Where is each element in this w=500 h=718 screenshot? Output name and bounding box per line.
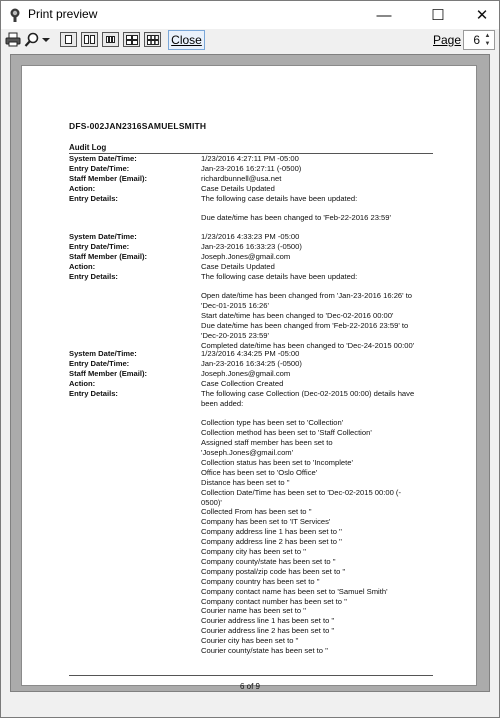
toolbar xyxy=(1,29,499,51)
field-label-system-date: System Date/Time: xyxy=(69,154,137,163)
entry-detail-line: Office has been set to 'Oslo Office' xyxy=(201,467,318,477)
section-title: Audit Log xyxy=(69,143,107,152)
field-label-system-date: System Date/Time: xyxy=(69,232,137,241)
page-label: Page xyxy=(433,33,462,47)
field-label-action: Action: xyxy=(69,183,96,193)
field-label-action: Action: xyxy=(69,261,96,271)
entry-detail-line: Company contact number has been set to '' xyxy=(201,596,347,606)
entry-detail-line: Collection method has been set to 'Staff Collection' xyxy=(201,428,372,438)
preview-area[interactable] xyxy=(10,54,490,692)
field-value-action: Case Details Updated xyxy=(201,183,275,193)
entry-detail-line: Company address line 2 has been set to '' xyxy=(201,537,342,547)
field-label-entry-date: Entry Date/Time: xyxy=(69,163,130,173)
field-value-entry-date: Jan-23-2016 16:33:23 (-0500) xyxy=(201,241,302,251)
zoom-dropdown-arrow-icon[interactable] xyxy=(41,31,51,48)
field-value-entry-date: Jan-23-2016 16:34:25 (-0500) xyxy=(201,358,302,368)
entry-detail-line: Collection Date/Time has been set to 'Dec-02-2015 00:00 (- xyxy=(201,487,401,497)
zoom-icon[interactable] xyxy=(24,31,40,48)
field-label-entry-date: Entry Date/Time: xyxy=(69,358,130,368)
field-label-details: Entry Details: xyxy=(69,388,118,398)
entry-detail-line: 'Dec-01-2015 16:26' xyxy=(201,301,269,311)
entry-detail-line: 'Dec-20-2015 23:59' xyxy=(201,331,269,340)
entry-detail-line: been added: xyxy=(201,398,244,408)
title-bar[interactable] xyxy=(1,1,499,29)
entry-detail-line: Due date/time has been changed from 'Feb-22-2016 23:59' to xyxy=(201,321,409,331)
entry-detail-line: Courier address line 1 has been set to '' xyxy=(201,616,335,626)
case-id-heading: DFS-002JAN2316SAMUELSMITH xyxy=(69,121,207,131)
page-number-input[interactable] xyxy=(463,30,495,50)
entry-detail-line: Completed date/time has been changed to 'Dec-24-2015 00:00' xyxy=(201,340,415,350)
entry-detail-line: Courier address line 2 has been set to '' xyxy=(201,626,335,636)
field-value-entry-date: Jan-23-2016 16:27:11 (-0500) xyxy=(201,163,302,173)
field-value-action: Case Collection Created xyxy=(201,378,284,388)
field-label-staff: Staff Member (Email): xyxy=(69,173,148,183)
field-value-action: Case Details Updated xyxy=(201,261,275,271)
entry-detail-line: Collection type has been set to 'Collection' xyxy=(201,418,344,428)
page-spinner[interactable]: ▲ ▼ xyxy=(484,33,491,47)
three-page-view-icon[interactable] xyxy=(102,32,119,47)
entry-detail-line: Start date/time has been changed to 'Dec-02-2016 00:00' xyxy=(201,311,394,321)
entry-detail-line: Company postal/zip code has been set to '' xyxy=(201,566,346,576)
entry-detail-line: Company contact name has been set to 'Samuel Smith' xyxy=(201,586,388,596)
status-bar xyxy=(1,695,499,717)
entry-detail-line: Company county/state has been set to '' xyxy=(201,556,336,566)
field-label-staff: Staff Member (Email): xyxy=(69,251,148,261)
entry-detail-line: Assigned staff member has been set to xyxy=(201,438,333,448)
close-preview-button[interactable]: Close xyxy=(168,30,205,50)
field-value-system-date: 1/23/2016 4:34:25 PM -05:00 xyxy=(201,349,300,358)
entry-detail-line: Courier name has been set to '' xyxy=(201,606,307,616)
entry-detail-line: Collected From has been set to '' xyxy=(201,507,312,517)
field-value-staff: Joseph.Jones@gmail.com xyxy=(201,251,291,261)
field-label-staff: Staff Member (Email): xyxy=(69,368,148,378)
preview-page xyxy=(21,65,477,691)
entry-detail-line: The following case Collection (Dec-02-2015 00:00) details have xyxy=(201,388,415,398)
entry-detail-line: 0500)' xyxy=(201,497,222,507)
page-number-value: 6 xyxy=(473,33,480,47)
entry-detail-line: Due date/time has been changed to 'Feb-22-2016 23:59' xyxy=(201,213,391,223)
field-label-system-date: System Date/Time: xyxy=(69,349,137,358)
page-footer: 6 of 9 xyxy=(239,682,260,691)
entry-detail-line: The following case details have been updated: xyxy=(201,271,358,281)
entry-detail-line: Company has been set to 'IT Services' xyxy=(201,517,331,527)
field-label-action: Action: xyxy=(69,378,96,388)
maximize-button[interactable]: ☐ xyxy=(431,7,445,24)
six-page-view-icon[interactable] xyxy=(144,32,161,47)
entry-detail-line: Company address line 1 has been set to '' xyxy=(201,527,342,537)
entry-detail-line: Company country has been set to '' xyxy=(201,576,320,586)
app-icon xyxy=(9,8,21,22)
entry-detail-line: 'Joseph.Jones@gmail.com' xyxy=(201,448,294,457)
entry-detail-line: Courier county/state has been set to '' xyxy=(201,646,329,655)
entry-detail-line: The following case details have been updated: xyxy=(201,193,358,203)
field-value-system-date: 1/23/2016 4:33:23 PM -05:00 xyxy=(201,232,300,241)
entry-detail-line: Open date/time has been changed from 'Jan-23-2016 16:26' to xyxy=(201,291,413,301)
four-page-view-icon[interactable] xyxy=(123,32,140,47)
entry-detail-line: Courier city has been set to '' xyxy=(201,636,299,646)
two-page-view-icon[interactable] xyxy=(81,32,98,47)
minimize-button[interactable]: — xyxy=(376,6,392,24)
field-label-details: Entry Details: xyxy=(69,193,118,203)
entry-detail-line: Distance has been set to '' xyxy=(201,477,290,487)
entry-detail-line: Company city has been set to '' xyxy=(201,547,307,556)
entry-detail-line: Collection status has been set to 'Incomplete' xyxy=(201,457,353,467)
field-value-staff: richardbunnell@usa.net xyxy=(201,173,282,183)
field-value-system-date: 1/23/2016 4:27:11 PM -05:00 xyxy=(201,154,299,163)
close-window-button[interactable]: ✕ xyxy=(475,7,489,24)
one-page-view-icon[interactable] xyxy=(60,32,77,47)
window-title: Print preview xyxy=(28,7,98,21)
field-label-details: Entry Details: xyxy=(69,271,118,281)
field-value-staff: Joseph.Jones@gmail.com xyxy=(201,368,291,378)
field-label-entry-date: Entry Date/Time: xyxy=(69,241,130,251)
print-icon[interactable] xyxy=(4,31,22,48)
footer-divider xyxy=(69,675,433,676)
